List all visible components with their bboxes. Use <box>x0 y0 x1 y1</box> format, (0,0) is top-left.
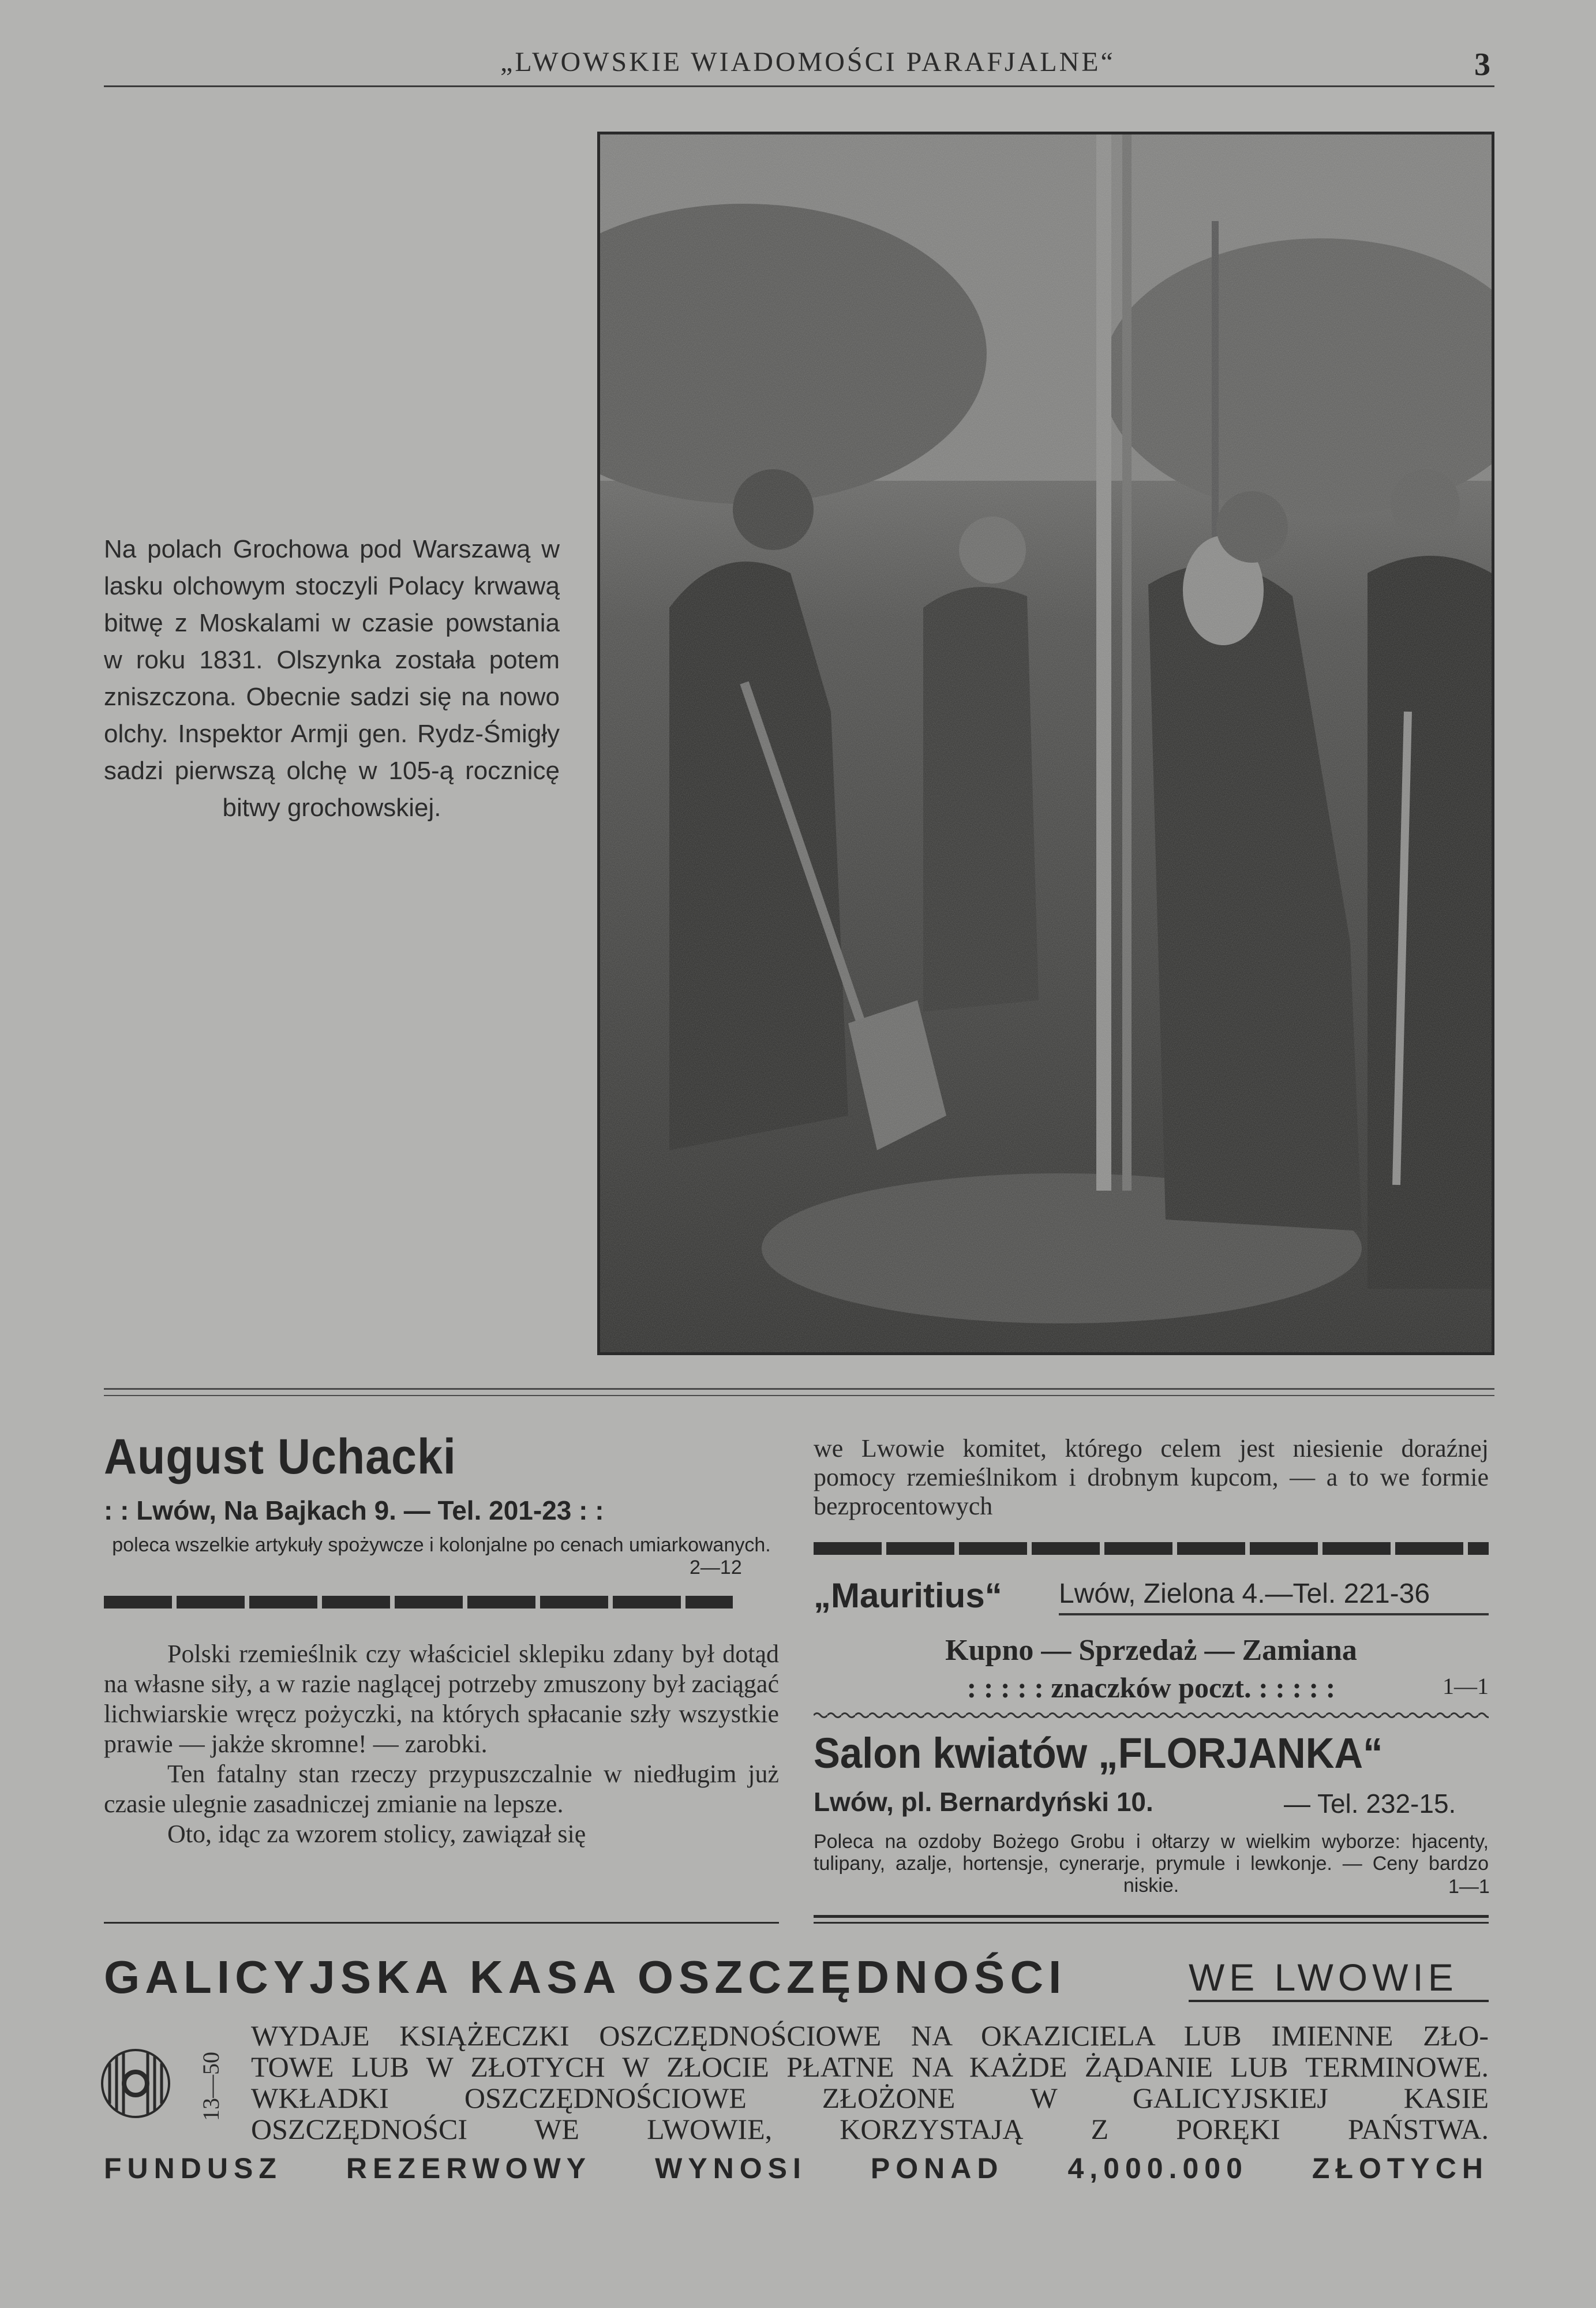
mauritius-ad-name: „Mauritius“ <box>814 1576 1002 1615</box>
bank-ad-line: WYDAJE KSIĄŻECZKI OSZCZĘDNOŚCIOWE NA OKAZICIELA LUB IMIENNE ZŁO- <box>251 2019 1489 2052</box>
section-divider-rule <box>104 1395 1494 1396</box>
article-continuation: we Lwowie komitet, którego celem jest niesienie doraźnej pomocy rzemieślnikom i drobnym kupcom, — a to we formie bezprocentowych <box>814 1434 1489 1520</box>
header-rule <box>104 85 1494 87</box>
bank-ad-top-rule <box>814 1915 1489 1918</box>
uchacki-ad-description: poleca wszelkie artykuły spożywcze i kolonjalne po cenach umiarkowanych. <box>112 1534 771 1556</box>
news-photograph <box>597 132 1494 1355</box>
uchacki-ad-address: : : Lwów, Na Bajkach 9. — Tel. 201-23 : : <box>104 1495 604 1525</box>
bank-ad-title: GALICYJSKA KASA OSZCZĘDNOŚCI <box>104 1951 1067 2003</box>
mauritius-ad-address: Lwów, Zielona 4.—Tel. 221-36 <box>1059 1578 1430 1609</box>
bank-ad-top-rule <box>104 1922 779 1924</box>
florjanka-ad-description: Poleca na ozdoby Bożego Grobu i ołtarzy w wielkim wyborze: hjacenty, tulipany, azalje, hortensje, cynerarje, prymule i lewkonje. — Ceny bardzo niskie. <box>814 1831 1489 1896</box>
uchacki-ad-ref: 2—12 <box>690 1557 742 1578</box>
bank-ad-reserve-fund: FUNDUSZ REZERWOWY WYNOSI PONAD 4,000.000 ZŁOTYCH <box>104 2152 1489 2184</box>
article-body <box>104 1639 779 1849</box>
mauritius-ad-services: Kupno — Sprzedaż — Zamiana <box>945 1634 1357 1667</box>
bank-ad-ref-text: 13—50 <box>198 2052 224 2121</box>
florjanka-ad-phone: — Tel. 232-15. <box>1284 1789 1456 1819</box>
bank-ad-line: OSZCZĘDNOŚCI WE LWOWIE, KORZYSTAJĄ Z PORĘKI PAŃSTWA. <box>251 2113 1489 2145</box>
uchacki-ad-name: August Uchacki <box>104 1429 456 1484</box>
bank-ad-line: WKŁADKI OSZCZĘDNOŚCIOWE ZŁOŻONE W GALICYJSKIEJ KASIE <box>251 2082 1489 2114</box>
bank-emblem-icon <box>98 2046 173 2121</box>
page-number: 3 <box>1474 47 1490 83</box>
photo-caption: Na polach Grochowa pod Warszawą w lasku olchowym stoczyli Polacy krwawą bitwę z Moskalami w czasie powstania w roku 1831. Olszynka została potem zniszczona. Obecnie sadzi się na nowo olchy. Inspektor Armji gen. Rydz-Śmigły sadzi pierwszą olchę w 105-ą rocznicę bitwy grochowskiej. <box>104 535 560 822</box>
mauritius-ad-rule <box>1059 1613 1489 1615</box>
ornamental-bar <box>104 1596 733 1609</box>
photograph-illustration <box>600 134 1492 1352</box>
article-paragraph: Ten fatalny stan rzeczy przypuszczalnie w niedługim już czasie ulegnie zasadniczej zmianie na lepsze. <box>104 1760 779 1818</box>
bank-ad-top-rule <box>814 1922 1489 1924</box>
article-paragraph: Oto, idąc za wzorem stolicy, zawiązał się <box>167 1820 586 1848</box>
running-header-title: „LWOWSKIE WIADOMOŚCI PARAFJALNE“ <box>500 47 1115 77</box>
wavy-ornament-rule <box>814 1711 1489 1719</box>
mauritius-ad-ref: 1—1 <box>1443 1673 1489 1699</box>
bank-ad-ref <box>196 2037 231 2135</box>
florjanka-ad-address: Lwów, pl. Bernardyński 10. <box>814 1787 1153 1817</box>
section-divider-rule <box>104 1388 1494 1390</box>
florjanka-ad-ref: 1—1 <box>1448 1876 1490 1898</box>
bank-ad-title-suffix: WE LWOWIE <box>1189 1956 1458 1999</box>
article-paragraph: Polski rzemieślnik czy właściciel sklepiku zdany był dotąd na własne siły, a w razie naglącej potrzeby zmuszony był zaciągać lichwiarskie wręcz pożyczki, na których spłacanie szły wszystkie prawie — jakże skromne! — zarobki. <box>104 1640 779 1758</box>
bank-ad-line: TOWE LUB W ZŁOTYCH W ZŁOCIE PŁATNE NA KAŻDE ŻĄDANIE LUB TERMINOWE. <box>251 2051 1489 2083</box>
florjanka-ad-name: Salon kwiatów „FLORJANKA“ <box>814 1729 1383 1777</box>
ornamental-bar <box>814 1542 1489 1555</box>
bank-ad-title-underline <box>1189 2000 1489 2002</box>
mauritius-ad-stamps: : : : : : znaczków poczt. : : : : : <box>966 1671 1336 1704</box>
bank-ad-text <box>251 2020 1489 2145</box>
